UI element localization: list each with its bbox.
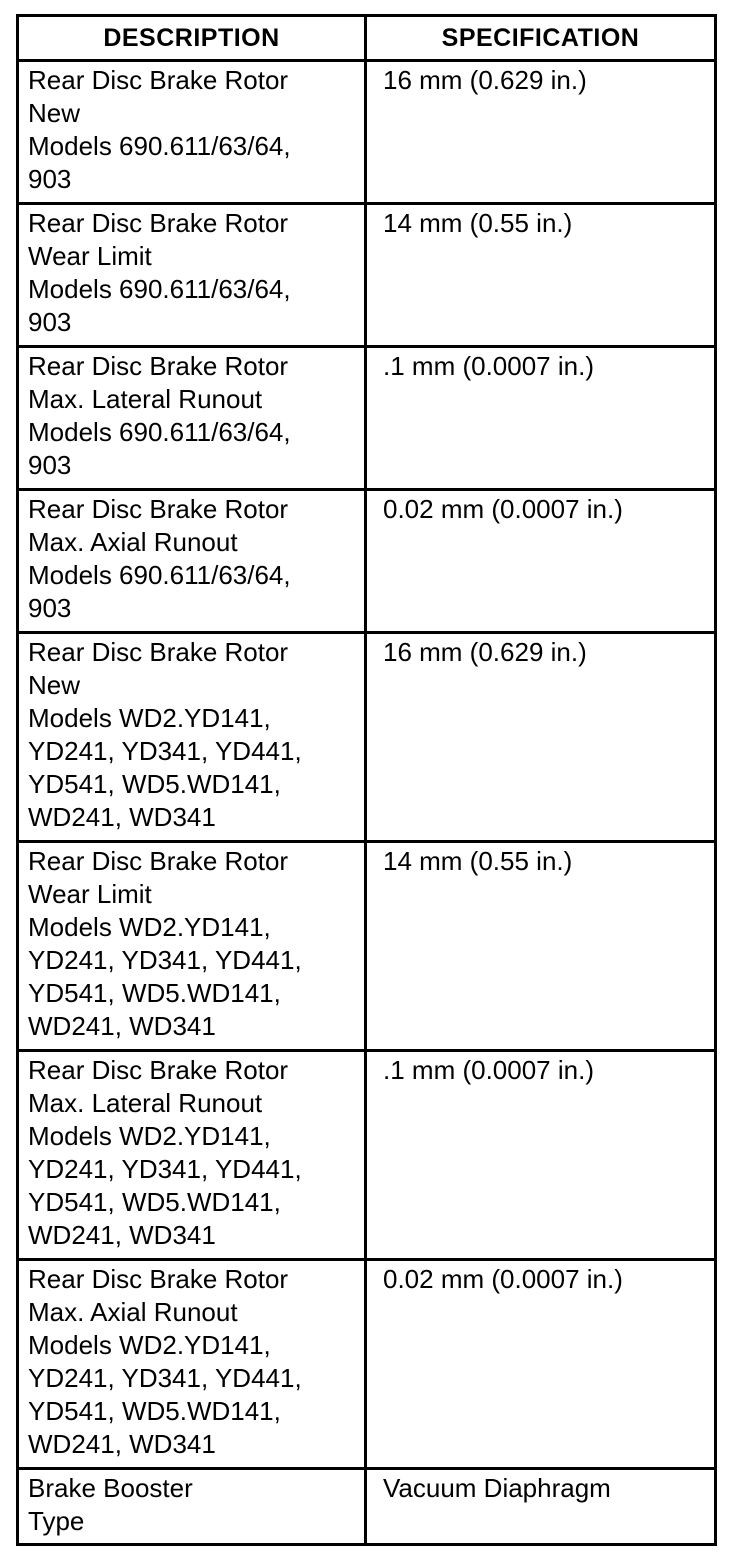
description-line: Models WD2.YD141, bbox=[28, 1121, 271, 1151]
description-line: Models WD2.YD141, bbox=[28, 703, 271, 733]
description-line: YD241, YD341, YD441, bbox=[28, 945, 302, 975]
description-line: YD241, YD341, YD441, bbox=[28, 1363, 302, 1393]
description-line: Models 690.611/63/64, bbox=[28, 560, 291, 590]
description-line: Rear Disc Brake Rotor bbox=[28, 637, 289, 667]
specification-cell: .1 mm (0.0007 in.) bbox=[366, 347, 716, 490]
description-line: Models WD2.YD141, bbox=[28, 912, 271, 942]
specification-cell: 16 mm (0.629 in.) bbox=[366, 633, 716, 842]
description-line: Type bbox=[28, 1506, 85, 1536]
description-line: Models 690.611/63/64, bbox=[28, 274, 291, 304]
description-cell bbox=[18, 1051, 366, 1260]
header-row bbox=[18, 16, 716, 61]
description-line: Rear Disc Brake Rotor bbox=[28, 494, 289, 524]
specification-column-header: SPECIFICATION bbox=[366, 16, 716, 61]
table-row bbox=[18, 633, 716, 842]
description-line: 903 bbox=[28, 593, 72, 623]
table-row bbox=[18, 347, 716, 490]
description-line: Rear Disc Brake Rotor bbox=[28, 846, 289, 876]
specification-cell: 16 mm (0.629 in.) bbox=[366, 61, 716, 204]
description-line: Max. Axial Runout bbox=[28, 527, 238, 557]
specification-cell: 14 mm (0.55 in.) bbox=[366, 204, 716, 347]
description-line: YD541, WD5.WD141, bbox=[28, 978, 281, 1008]
specification-cell: 0.02 mm (0.0007 in.) bbox=[366, 490, 716, 633]
description-line: New bbox=[28, 670, 81, 700]
specification-table bbox=[16, 14, 717, 1546]
table-header bbox=[18, 16, 716, 61]
table-body bbox=[18, 61, 716, 1545]
description-line: 903 bbox=[28, 164, 72, 194]
description-line: Rear Disc Brake Rotor bbox=[28, 65, 289, 95]
description-line: Brake Booster bbox=[28, 1473, 193, 1503]
description-line: WD241, WD341 bbox=[28, 802, 216, 832]
description-line: Rear Disc Brake Rotor bbox=[28, 351, 289, 381]
description-line: Max. Lateral Runout bbox=[28, 384, 263, 414]
table-row bbox=[18, 61, 716, 204]
description-line: New bbox=[28, 98, 81, 128]
description-line: Models 690.611/63/64, bbox=[28, 131, 291, 161]
table-row bbox=[18, 490, 716, 633]
specification-cell: .1 mm (0.0007 in.) bbox=[366, 1051, 716, 1260]
description-cell bbox=[18, 347, 366, 490]
description-line: YD541, WD5.WD141, bbox=[28, 1187, 281, 1217]
description-line: YD541, WD5.WD141, bbox=[28, 769, 281, 799]
description-line: Rear Disc Brake Rotor bbox=[28, 208, 289, 238]
description-line: Models 690.611/63/64, bbox=[28, 417, 291, 447]
description-cell bbox=[18, 842, 366, 1051]
description-line: WD241, WD341 bbox=[28, 1220, 216, 1250]
table-row bbox=[18, 204, 716, 347]
description-line: 903 bbox=[28, 307, 72, 337]
table-row bbox=[18, 1469, 716, 1545]
specification-cell: 0.02 mm (0.0007 in.) bbox=[366, 1260, 716, 1469]
description-cell bbox=[18, 1260, 366, 1469]
table-row bbox=[18, 1051, 716, 1260]
table-row bbox=[18, 1260, 716, 1469]
description-cell bbox=[18, 1469, 366, 1545]
description-line: YD241, YD341, YD441, bbox=[28, 1154, 302, 1184]
description-line: Max. Axial Runout bbox=[28, 1297, 238, 1327]
description-line: Models WD2.YD141, bbox=[28, 1330, 271, 1360]
description-line: Wear Limit bbox=[28, 241, 152, 271]
description-line: Rear Disc Brake Rotor bbox=[28, 1055, 289, 1085]
description-cell bbox=[18, 61, 366, 204]
description-line: Wear Limit bbox=[28, 879, 152, 909]
specification-cell: Vacuum Diaphragm bbox=[366, 1469, 716, 1545]
description-line: Rear Disc Brake Rotor bbox=[28, 1264, 289, 1294]
specification-cell: 14 mm (0.55 in.) bbox=[366, 842, 716, 1051]
description-line: WD241, WD341 bbox=[28, 1011, 216, 1041]
description-line: Max. Lateral Runout bbox=[28, 1088, 263, 1118]
description-cell bbox=[18, 204, 366, 347]
description-column-header: DESCRIPTION bbox=[18, 16, 366, 61]
description-line: 903 bbox=[28, 450, 72, 480]
description-cell bbox=[18, 633, 366, 842]
table-row bbox=[18, 842, 716, 1051]
description-line: WD241, WD341 bbox=[28, 1429, 216, 1459]
description-line: YD541, WD5.WD141, bbox=[28, 1396, 281, 1426]
description-line: YD241, YD341, YD441, bbox=[28, 736, 302, 766]
description-cell bbox=[18, 490, 366, 633]
